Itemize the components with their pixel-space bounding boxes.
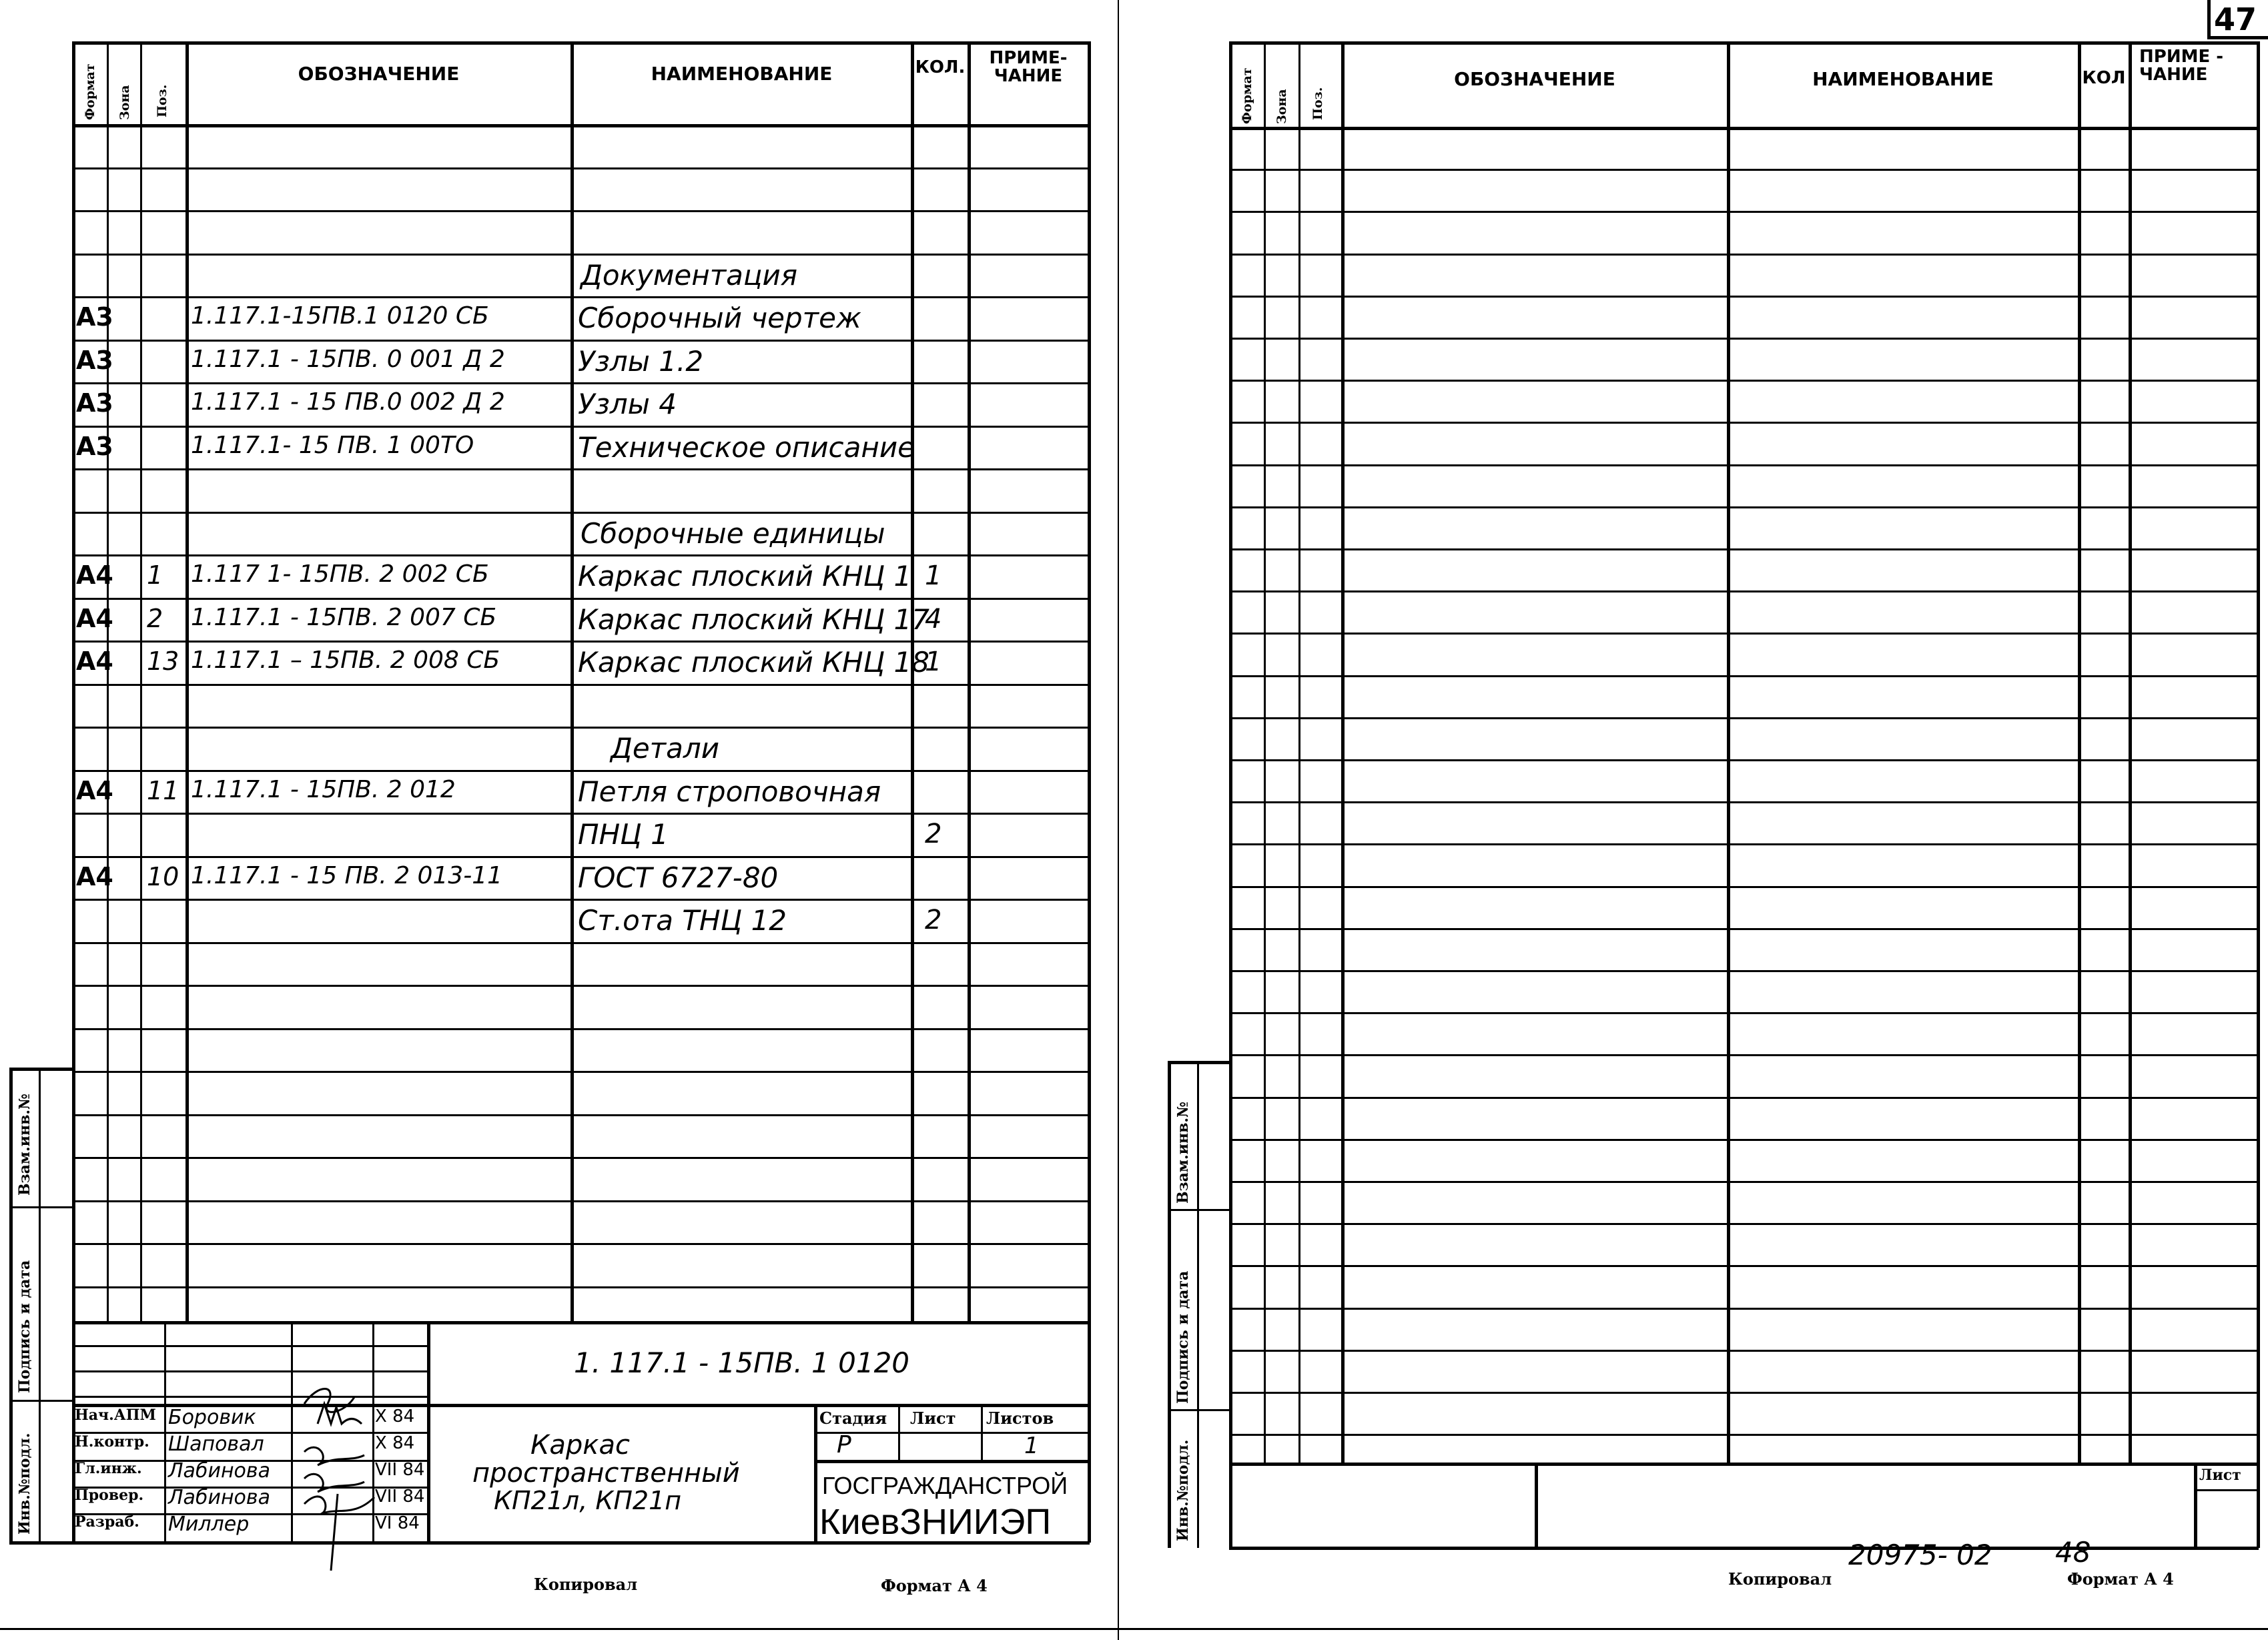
person-name: Боровик (168, 1406, 256, 1429)
row-format: А3 (76, 388, 113, 418)
title-line-2: пространственный (472, 1458, 740, 1489)
header-note: ПРИМЕ- ЧАНИЕ (989, 48, 1068, 87)
right-header-zone: Зона (1274, 89, 1289, 124)
row-qty: 2 (925, 819, 942, 849)
row-format: А4 (76, 861, 113, 891)
row-name: Сборочный чертеж (578, 302, 861, 334)
row-name: Ст.ота ТНЦ 12 (578, 904, 787, 937)
row-format: А3 (76, 302, 113, 332)
row-pos: 13 (147, 647, 179, 676)
header-format: Формат (83, 63, 97, 120)
left-footer-copy: Копировал (534, 1575, 638, 1594)
right-header-note: ПРИМЕ - ЧАНИЕ (2139, 47, 2224, 85)
row-designation: 1.117.1 - 15ПВ. 2 012 (191, 775, 456, 803)
person-role: Н.контр. (75, 1433, 149, 1451)
row-format: А4 (76, 775, 113, 805)
row-name: Сборочные единицы (581, 516, 885, 550)
title-line-3: КП21л, КП21п (494, 1486, 682, 1515)
person-date: Х 84 (375, 1433, 415, 1453)
person-name: Лабинова (168, 1486, 270, 1509)
row-designation: 1.117.1 - 15ПВ. 0 001 Д 2 (191, 345, 505, 373)
sheets-label: Листов (986, 1408, 1054, 1428)
title-doc-number: 1. 117.1 - 15ПВ. 1 0120 (574, 1346, 910, 1379)
person-date: VII 84 (375, 1460, 425, 1480)
row-name: Документация (581, 258, 798, 292)
row-designation: 1.117.1-15ПВ.1 0120 СБ (191, 302, 489, 330)
row-qty: 1 (925, 647, 942, 677)
header-pos: Поз. (155, 84, 169, 117)
stamp-podpis: Подпись и дата (16, 1260, 33, 1393)
title-line-1: Каркас (530, 1430, 630, 1461)
row-name: ПНЦ 1 (578, 818, 669, 851)
row-pos: 2 (147, 603, 163, 633)
row-pos: 11 (147, 775, 179, 805)
right-handwritten-number: 20975- 02 (1848, 1539, 1992, 1571)
left-sheet (0, 0, 1121, 1640)
row-name: Петля строповочная (578, 775, 881, 808)
stamp-vzam: Взам.инв.№ (16, 1094, 33, 1196)
row-format: А4 (76, 560, 113, 590)
person-date: Х 84 (375, 1406, 415, 1426)
row-designation: 1.117.1- 15 ПВ. 1 00ТО (191, 431, 474, 459)
right-header-qty: КОЛ (2082, 68, 2126, 88)
right-footer-format: Формат А 4 (2067, 1569, 2174, 1589)
row-format: А3 (76, 345, 113, 375)
page-number: 47 (2214, 1, 2257, 37)
row-pos: 1 (147, 560, 163, 590)
right-header-format: Формат (1240, 67, 1254, 124)
person-name: Шаповал (168, 1432, 264, 1456)
row-qty: 2 (925, 905, 942, 935)
person-name: Лабинова (168, 1459, 270, 1483)
row-name: ГОСТ 6727-80 (578, 861, 779, 894)
person-role: Разраб. (75, 1513, 139, 1531)
person-name: Миллер (168, 1513, 250, 1536)
row-designation: 1.117.1 - 15ПВ. 2 007 СБ (191, 603, 497, 631)
row-name: Детали (611, 732, 719, 765)
row-pos: 10 (147, 861, 179, 891)
org-line-2: КиевЗНИИЭП (819, 1502, 1052, 1542)
right-header-name: НАИМЕНОВАНИЕ (1812, 68, 1994, 90)
header-qty: КОЛ. (915, 57, 966, 77)
row-designation: 1.117 1- 15ПВ. 2 002 СБ (191, 560, 489, 588)
header-name: НАИМЕНОВАНИЕ (651, 63, 833, 85)
stage-label: Стадия (819, 1408, 887, 1428)
row-format: А3 (76, 431, 113, 461)
org-line-1: ГОСГРАЖДАНСТРОЙ (822, 1472, 1068, 1499)
row-name: Каркас плоский КНЦ 17 (578, 602, 929, 636)
right-footer-copy: Копировал (1728, 1569, 1832, 1589)
header-designation: ОБОЗНАЧЕНИЕ (298, 63, 460, 85)
row-format: А4 (76, 647, 113, 676)
person-date: VI 84 (375, 1513, 420, 1533)
sheet-label: Лист (910, 1408, 956, 1428)
row-name: Техническое описание (578, 430, 915, 464)
stamp-inv: Инв.№подл. (16, 1432, 33, 1535)
page-divider (1118, 0, 1119, 1640)
right-stamp-inv: Инв.№подл. (1174, 1439, 1192, 1541)
row-name: Каркас плоский КНЦ 1 (578, 560, 912, 592)
person-role: Нач.АПМ (75, 1406, 156, 1424)
right-stamp-podpis: Подпись и дата (1174, 1270, 1192, 1404)
right-sheet (1134, 0, 2268, 1640)
left-footer-format: Формат А 4 (881, 1576, 988, 1595)
right-header-designation: ОБОЗНАЧЕНИЕ (1454, 68, 1615, 90)
row-name: Каркас плоский КНЦ 18 (578, 646, 929, 679)
right-stamp-vzam: Взам.инв.№ (1174, 1102, 1192, 1204)
row-qty: 4 (925, 603, 942, 635)
row-format: А4 (76, 603, 113, 633)
right-sheet-label: Лист (2199, 1467, 2241, 1484)
person-role: Провер. (75, 1487, 144, 1504)
stage-value: Р (837, 1431, 851, 1459)
right-header-pos: Поз. (1310, 87, 1325, 120)
row-designation: 1.117.1 – 15ПВ. 2 008 СБ (191, 647, 500, 674)
sheets-value: 1 (1024, 1432, 1039, 1459)
row-qty: 1 (925, 560, 942, 591)
row-designation: 1.117.1 - 15 ПВ. 2 013-11 (191, 861, 503, 889)
signatures-image (291, 1377, 378, 1577)
row-designation: 1.117.1 - 15 ПВ.0 002 Д 2 (191, 388, 505, 416)
row-name: Узлы 4 (578, 388, 677, 420)
row-name: Узлы 1.2 (578, 344, 704, 378)
person-role: Гл.инж. (75, 1460, 142, 1477)
right-handwritten-48: 48 (2055, 1536, 2091, 1569)
person-date: VII 84 (375, 1487, 425, 1507)
header-zone: Зона (117, 85, 132, 120)
